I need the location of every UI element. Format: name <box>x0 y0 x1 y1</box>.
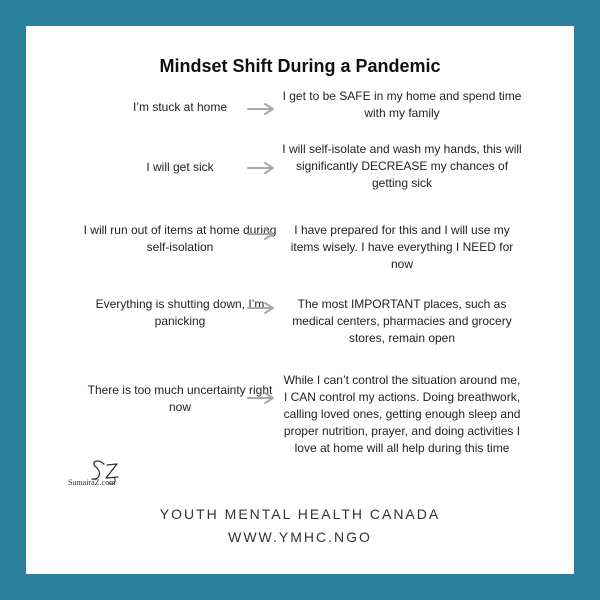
footer-url: WWW.YMHC.NGO <box>228 529 372 545</box>
positive-thought: I will self-isolate and wash my hands, this will significantly DECREASE my chances of getting sick <box>282 142 522 190</box>
arrow-right-icon <box>246 227 276 241</box>
arrow-right-icon <box>246 161 276 175</box>
arrow-right-icon <box>246 102 276 116</box>
arrow-right-icon <box>246 301 276 315</box>
negative-thought: There is too much uncertainty right now <box>87 383 273 414</box>
positive-thought: The most IMPORTANT places, such as medical centers, pharmacies and grocery stores, remain open <box>292 297 512 345</box>
signature-site: SumairaZ.com <box>68 478 116 487</box>
page-title: Mindset Shift During a Pandemic <box>159 56 441 76</box>
arrow-right-icon <box>246 391 276 405</box>
positive-thought: While I can’t control the situation around me, I CAN control my actions. Doing breathwork, calling loved ones, getting enough sleep and proper nutrition, prayer, and doing activities I love at home will all help during this time <box>283 373 521 455</box>
positive-thought: I have prepared for this and I will use my items wisely. I have everything I NEED for now <box>290 223 514 271</box>
negative-thought: I will get sick <box>146 160 214 174</box>
negative-thought: I will run out of items at home during self-isolation <box>83 223 277 254</box>
negative-thought: Everything is shutting down, I’m panicking <box>95 297 265 328</box>
infographic-card <box>26 26 574 574</box>
positive-thought: I get to be SAFE in my home and spend time with my family <box>282 89 522 120</box>
footer-org: YOUTH MENTAL HEALTH CANADA <box>159 506 441 522</box>
negative-thought: I’m stuck at home <box>132 100 228 114</box>
